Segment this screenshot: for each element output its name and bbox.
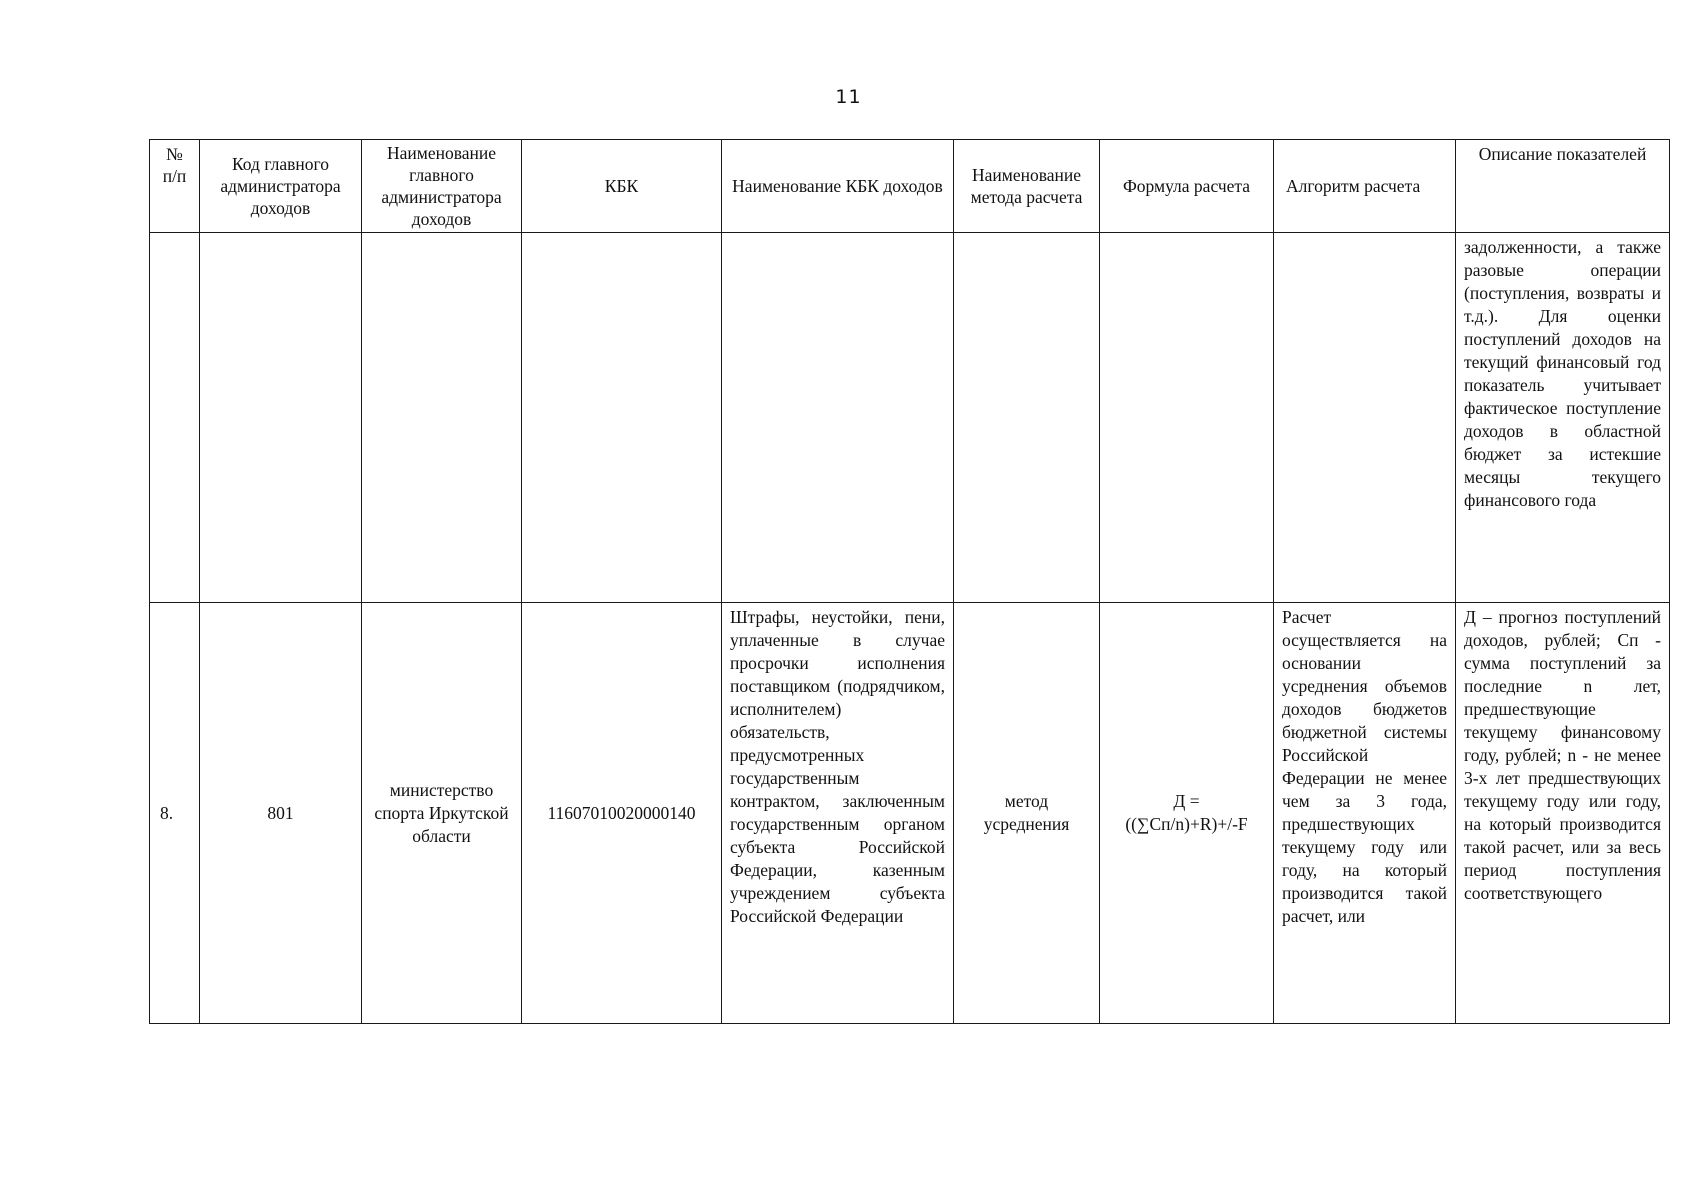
table-row-continuation <box>150 233 1670 603</box>
cell-kbk-name: Штрафы, неустойки, пени, уплаченные в случае просрочки исполнения поставщиком (подрядчиком, исполнителем) обязательств, предусмотренных государственным контрактом, заключенным государственным органом субъекта Российской Федерации, казенным учреждением субъекта Российской Федерации <box>722 603 954 1024</box>
header-kbk-name: Наименование КБК доходов <box>722 140 954 233</box>
header-algorithm: Алгоритм расчета <box>1274 140 1456 233</box>
header-admin-code: Код главного администратора доходов <box>200 140 362 233</box>
cell-empty <box>150 233 200 603</box>
cell-empty <box>722 233 954 603</box>
cell-description: Д – прогноз поступлений доходов, рублей; Сп - сумма поступлений за последние n лет, предшествующие текущему финансовому году, рублей; n - не менее 3-х лет предшествующих текущему году или году, на который производится такой расчет, или за весь период поступления соответствующего <box>1456 603 1670 1024</box>
cell-empty <box>200 233 362 603</box>
cell-empty <box>954 233 1100 603</box>
header-description: Описание показателей <box>1456 140 1670 233</box>
cell-kbk: 11607010020000140 <box>522 603 722 1024</box>
header-method: Наименование метода расчета <box>954 140 1100 233</box>
header-kbk: КБК <box>522 140 722 233</box>
cell-empty <box>1274 233 1456 603</box>
revenue-methodology-table <box>149 139 1670 1024</box>
cell-method: метод усреднения <box>954 603 1100 1024</box>
formula-line-2: ((∑Сп/n)+R)+/-F <box>1125 814 1248 834</box>
cell-admin-code: 801 <box>200 603 362 1024</box>
header-number: № п/п <box>150 140 200 233</box>
cell-formula <box>1100 603 1274 1024</box>
formula-line-1: Д = <box>1173 791 1200 811</box>
header-formula: Формула расчета <box>1100 140 1274 233</box>
cell-number: 8. <box>150 603 200 1024</box>
cell-admin-name: министерство спорта Иркутской области <box>362 603 522 1024</box>
cell-empty <box>522 233 722 603</box>
cell-empty <box>362 233 522 603</box>
table-header-row <box>150 140 1670 233</box>
cell-description-continued: задолженности, а также разовые операции (поступления, возвраты и т.д.). Для оценки поступлений доходов на текущий финансовый год показатель учитывает фактическое поступление доходов в областной бюджет за истекшие месяцы текущего финансового года <box>1456 233 1670 603</box>
page-number: 11 <box>835 86 862 108</box>
cell-algorithm: Расчет осуществляется на основании усреднения объемов доходов бюджетов бюджетной системы Российской Федерации не менее чем за 3 года, предшествующих текущему году или году, на который производится такой расчет, или <box>1274 603 1456 1024</box>
cell-empty <box>1100 233 1274 603</box>
header-admin-name: Наименование главного администратора доходов <box>362 140 522 233</box>
table-row-8 <box>150 603 1670 1024</box>
